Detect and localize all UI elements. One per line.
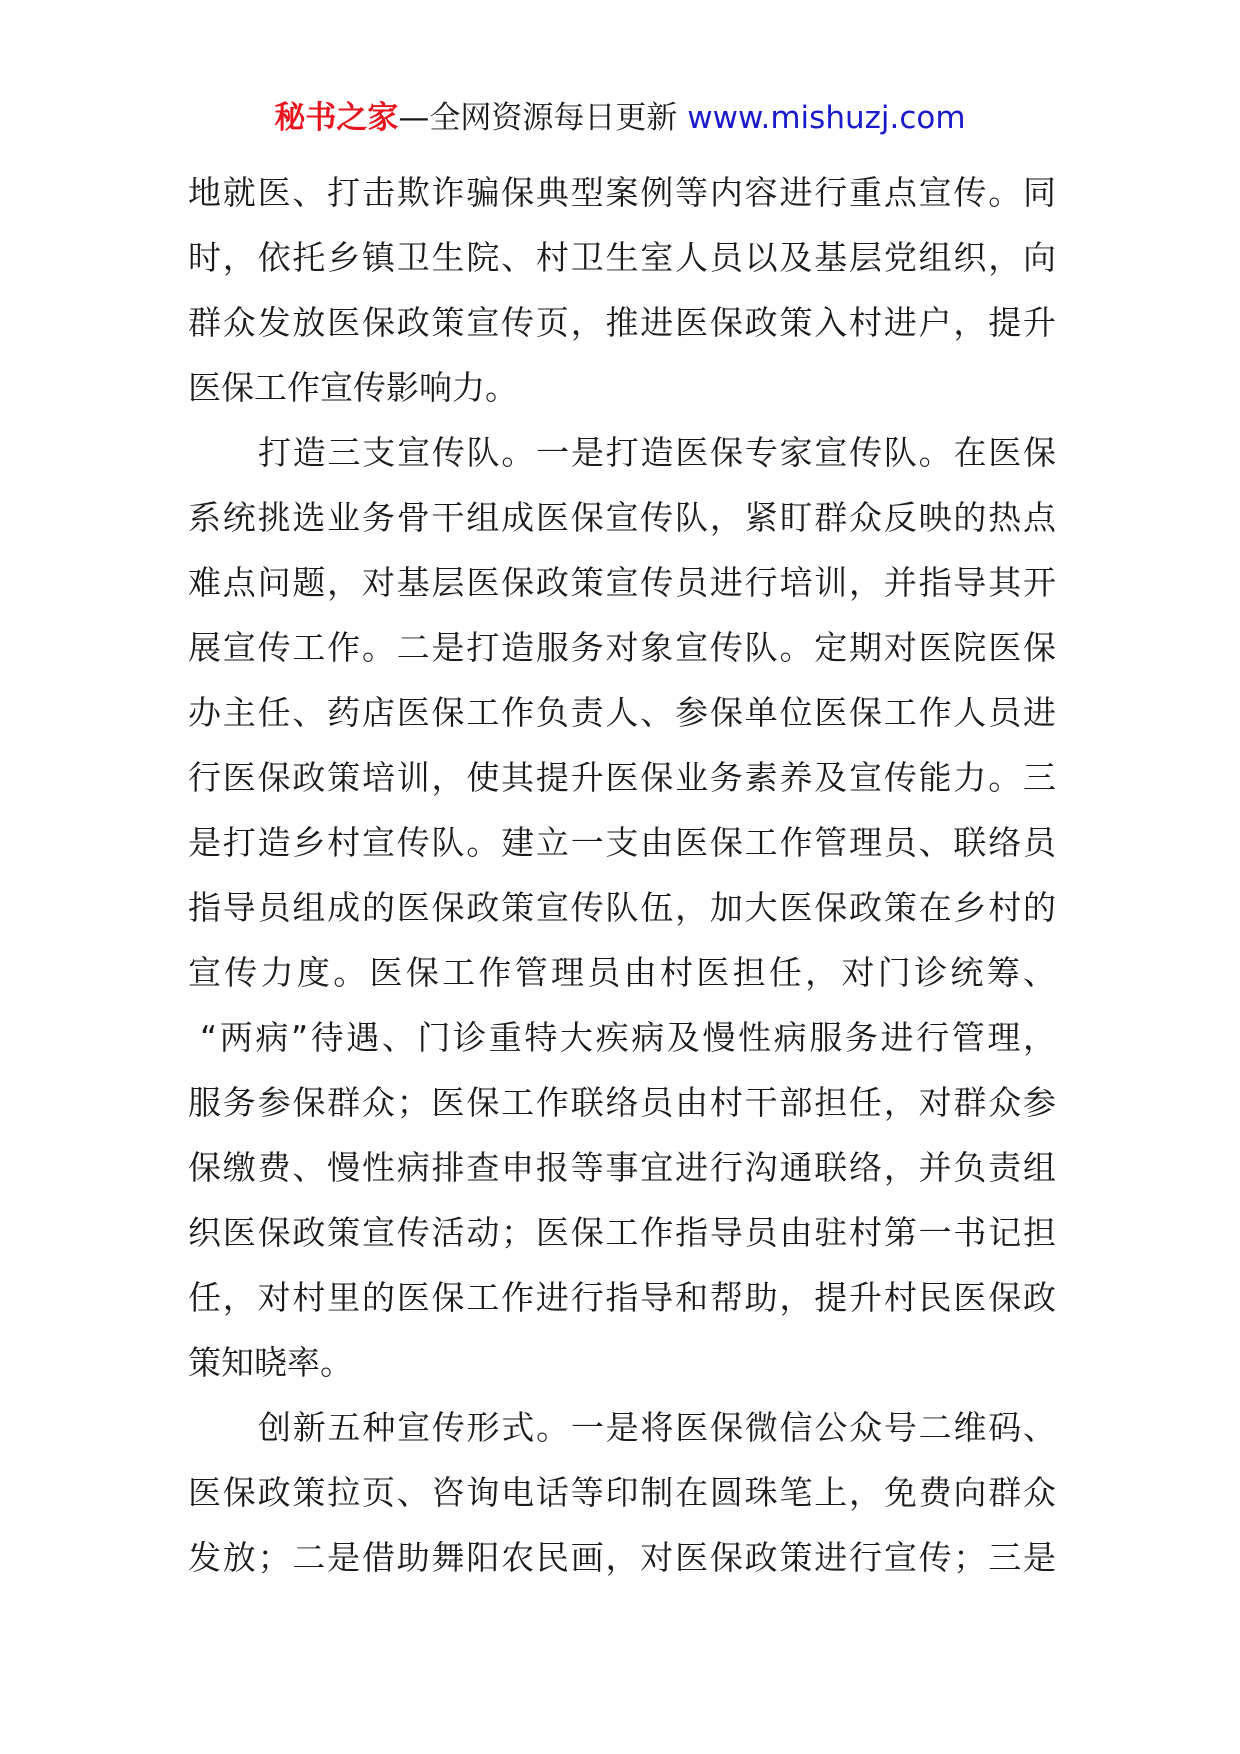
body-line: 指导员组成的医保政策宣传队伍，加大医保政策在乡村的 bbox=[188, 888, 1056, 927]
body-line: 地就医、打击欺诈骗保典型案例等内容进行重点宣传。同 bbox=[188, 173, 1056, 212]
body-line: 办主任、药店医保工作负责人、参保单位医保工作人员进 bbox=[188, 693, 1056, 732]
body-line: 任，对村里的医保工作进行指导和帮助，提升村民医保政 bbox=[188, 1278, 1056, 1317]
body-line: 策知晓率。 bbox=[188, 1343, 353, 1382]
body-line: 宣传力度。医保工作管理员由村医担任，对门诊统筹、 bbox=[188, 953, 1056, 992]
body-line: 是打造乡村宣传队。建立一支由医保工作管理员、联络员 bbox=[188, 823, 1056, 862]
body-line: 系统挑选业务骨干组成医保宣传队，紧盯群众反映的热点 bbox=[188, 498, 1056, 537]
body-line: 难点问题，对基层医保政策宣传员进行培训，并指导其开 bbox=[188, 563, 1056, 602]
body-line: 织医保政策宣传活动；医保工作指导员由驻村第一书记担 bbox=[188, 1213, 1056, 1252]
body-line: 发放；二是借助舞阳农民画，对医保政策进行宣传；三是 bbox=[188, 1538, 1056, 1577]
body-line: “两病”待遇、门诊重特大疾病及慢性病服务进行管理， bbox=[200, 1018, 1056, 1057]
body-line: 展宣传工作。二是打造服务对象宣传队。定期对医院医保 bbox=[188, 628, 1056, 667]
body-line: 医保工作宣传影响力。 bbox=[188, 368, 518, 407]
body-line: 群众发放医保政策宣传页，推进医保政策入村进户，提升 bbox=[188, 303, 1056, 342]
header-url-link[interactable]: www.mishuzj.com bbox=[687, 100, 966, 136]
paragraph-start-line: 打造三支宣传队。一是打造医保专家宣传队。在医保 bbox=[258, 433, 1056, 472]
document-body bbox=[188, 160, 1056, 1590]
body-line: 保缴费、慢性病排查申报等事宜进行沟通联络，并负责组 bbox=[188, 1148, 1056, 1187]
header-tagline: —全网资源每日更新 bbox=[398, 100, 688, 136]
body-line: 服务参保群众；医保工作联络员由村干部担任，对群众参 bbox=[188, 1083, 1056, 1122]
body-line: 医保政策拉页、咨询电话等印制在圆珠笔上，免费向群众 bbox=[188, 1473, 1056, 1512]
body-line: 时，依托乡镇卫生院、村卫生室人员以及基层党组织，向 bbox=[188, 238, 1056, 277]
body-line: 行医保政策培训，使其提升医保业务素养及宣传能力。三 bbox=[188, 758, 1056, 797]
page-header bbox=[0, 98, 1240, 138]
header-brand: 秘书之家 bbox=[274, 100, 399, 136]
paragraph-start-line: 创新五种宣传形式。一是将医保微信公众号二维码、 bbox=[258, 1408, 1056, 1447]
